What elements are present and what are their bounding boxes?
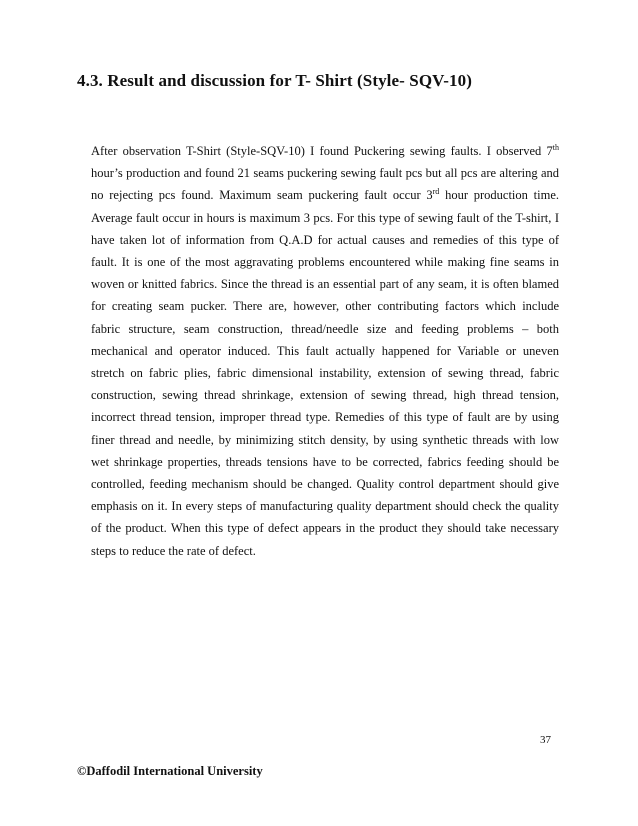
line-text: no rejecting pcs found. Maximum seam puckering fault occur 3: [91, 188, 433, 203]
paragraph-line: incorrect thread tension, improper thread type. Remedies of this type of fault are by using: [91, 410, 559, 425]
paragraph-line: fabric structure, seam construction, thread/needle size and feeding problems – both: [91, 321, 559, 336]
paragraph-line: fault. It is one of the most aggravating problems encountered while making fine seams in: [91, 255, 559, 270]
footer-copyright: ©Daffodil International University: [77, 764, 263, 778]
ordinal-suffix: rd: [432, 187, 440, 197]
paragraph-line: [91, 184, 559, 206]
paragraph-line: finer thread and needle, by minimizing stitch density, by using synthetic threads with low: [91, 432, 559, 447]
body-paragraph: [91, 140, 559, 562]
paragraph-line: controlled, feeding mechanism should be changed. Quality control department should give: [91, 477, 559, 492]
paragraph-line: [91, 140, 559, 162]
paragraph-line: hour’s production and found 21 seams puckering sewing fault pcs but all pcs are altering and: [91, 166, 559, 181]
section-heading: 4.3. Result and discussion for T- Shirt (Style- SQV-10): [77, 71, 472, 90]
paragraph-line: woven or knitted fabrics. Since the thread is an essential part of any seam, it is often blamed: [91, 277, 559, 292]
ordinal-suffix: th: [552, 143, 559, 152]
paragraph-line: stretch on fabric plies, fabric dimensional instability, extension of sewing thread, fabric: [91, 366, 559, 381]
paragraph-line: mechanical and operator induced. This fault actually happened for Variable or uneven: [91, 343, 559, 358]
paragraph-line: construction, sewing thread shrinkage, extension of sewing thread, high thread tension,: [91, 388, 559, 403]
paragraph-line: emphasis on it. In every steps of manufacturing quality department should check the quality: [91, 499, 559, 514]
line-text: After observation T-Shirt (Style-SQV-10) I found Puckering sewing faults. I observed 7: [91, 144, 553, 158]
paragraph-line: of the product. When this type of defect appears in the product they should take necessary: [91, 521, 559, 536]
paragraph-line: wet shrinkage properties, threads tensions have to be corrected, fabrics feeding should be: [91, 454, 559, 469]
paragraph-line: steps to reduce the rate of defect.: [91, 543, 256, 558]
page-number: 37: [540, 734, 551, 746]
paragraph-line: Average fault occur in hours is maximum 3 pcs. For this type of sewing fault of the T-shirt, I: [91, 210, 559, 225]
line-text: hour production time.: [439, 188, 559, 203]
paragraph-line: have taken lot of information from Q.A.D for actual causes and remedies of this type of: [91, 232, 559, 247]
paragraph-line: for creating seam pucker. There are, however, other contributing factors which include: [91, 299, 559, 314]
